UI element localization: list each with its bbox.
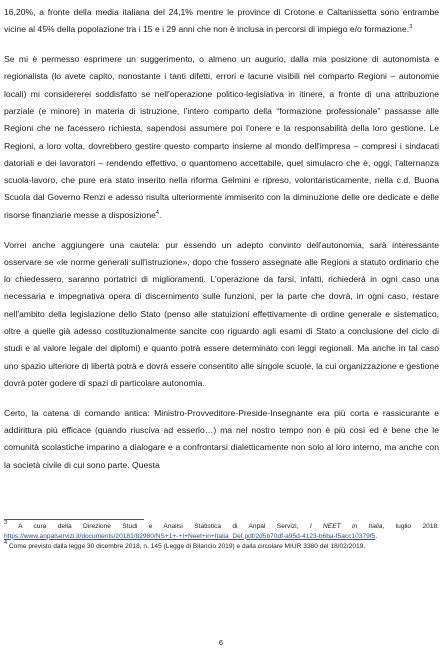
- paragraph-text: Vorrei anche aggiungere una cautela: pur essendo un adepto convinto dell'autonomia, sarà interessante osservare se «le norme generali sull'istruzione», dopo che fossero assegnate alle Regioni a statuto ordinario che lo chiedessero, saranno portatrici di miglioramenti. L'operazione da farsi, infatti, richiederà in ogni caso una necessaria e impegnativa opera di discernimento sulle funzioni, per la parte che dovrà, in ogni caso, restare nell'ambito della legislazione dello Stato (penso alle statuizioni effettivamente di ordine generale e sistematico, oltre a quelle già adesso costituzionalmente sancite con riguardo agli esami di Stato a conclusione del ciclo di studi e al valore legale dei diplomi) e quanto potrà essere determinato con leggi regionali. Ma anche in tal caso uno spazio ulteriore di libertà potrà e dovrà essere consentito alle singole scuole, la cui organizzazione e gestione dovrà poter godere di spazi di particolare autonomia.: [4, 239, 439, 388]
- footnote-link[interactable]: https://www.anpalservizi.it/documents/20181/82980/NS+1+-+I+Neet+in+Italia_Def.pdf/2d5b70df-a95d-4123-b6ba-f5acc10379f5: [4, 532, 376, 540]
- footnote-text: , luglio 2018:: [382, 523, 439, 530]
- footnotes: [4, 522, 439, 551]
- footnote-text: A cura della Direzione Studi e Analisi Statistica di Anpal Servizi,: [7, 523, 310, 530]
- body-paragraph: [4, 237, 439, 393]
- body-paragraph: [4, 51, 439, 224]
- paragraph-text: .: [158, 209, 162, 220]
- page-number: 6: [218, 638, 224, 647]
- footnote-title: I NEET in Italia: [309, 523, 383, 530]
- paragraph-text: Se mi è permesso esprimere un suggerimento, o almeno un augurio, dalla mia posizione di autonomista e regionalista (lo avete capito, nonostante i tanti difetti, errori e lacune visibili nel comparto Regioni – autonomie locali) mi considererei soddisfatto se nell'operazione politico-legislativa in itinere, a fronte di una attribuzione parziale (e minore) in materia di istruzione, l'intero comparto della “formazione professionale” passasse alle Regioni che ne facessero richiesta, sapendosi assumere poi l'onere e la responsabilità della loro gestione. Le Regioni, a loro volta, dovrebbero gestire questo comparto insieme al mondo dell'impresa – compresi i sindacati datoriali e dei lavoratori – rendendo effettivo, o quantomeno accettabile, quel simulacro che è, oggi, l'alternanza scuola-lavoro, che pure era stato inserito nella riforma Gelmini e ripreso, volontaristicamente, nella c.d. Buona Scuola dal Governo Renzi e adesso risulta ulteriormente immiserito con la diminuzione delle ore dedicate e delle risorse finanziarie messe a disposizione: [4, 54, 439, 220]
- footnote-reference[interactable]: 4: [155, 209, 159, 216]
- paragraph-text: 16,20%, a fronte della media italiana del 24,1% mentre le province di Crotone e Caltanissetta sono entrambe vicine al 45% della popolazione tra i 15 e i 29 anni che non è inclusa in percorsi di impiego e/o formazione.: [4, 7, 439, 35]
- footnote-separator: [4, 519, 144, 520]
- footnote-text: .: [375, 532, 378, 540]
- footnote-3: [4, 522, 439, 542]
- footnote-text: Come previsto dalla legge 30 dicembre 2018, n. 145 (Legge di Bilancio 2019) e dalla circolare MIUR 3380 del 18/02/2019.: [7, 542, 366, 550]
- footnote-mark: 3: [4, 520, 8, 526]
- footnote-mark: 4: [4, 539, 8, 546]
- body-paragraph: [4, 4, 439, 39]
- footnote-reference[interactable]: 3: [409, 24, 413, 31]
- paragraph-text: Certo, la catena di comando antica: Ministro-Provveditore-Preside-Insegnante era più corta e rassicurante e addirittura più efficace (quando riusciva ad esserlo…) ma nel nostro tempo non è più così ed è bene che le comunità scolastiche imparino a dialogare e a confrontarsi dialetticamente non solo al loro interno, ma anche con la società civile di cui sono parte. Questa: [4, 407, 439, 470]
- body-paragraph: [4, 405, 439, 474]
- footnote-4: [4, 539, 439, 552]
